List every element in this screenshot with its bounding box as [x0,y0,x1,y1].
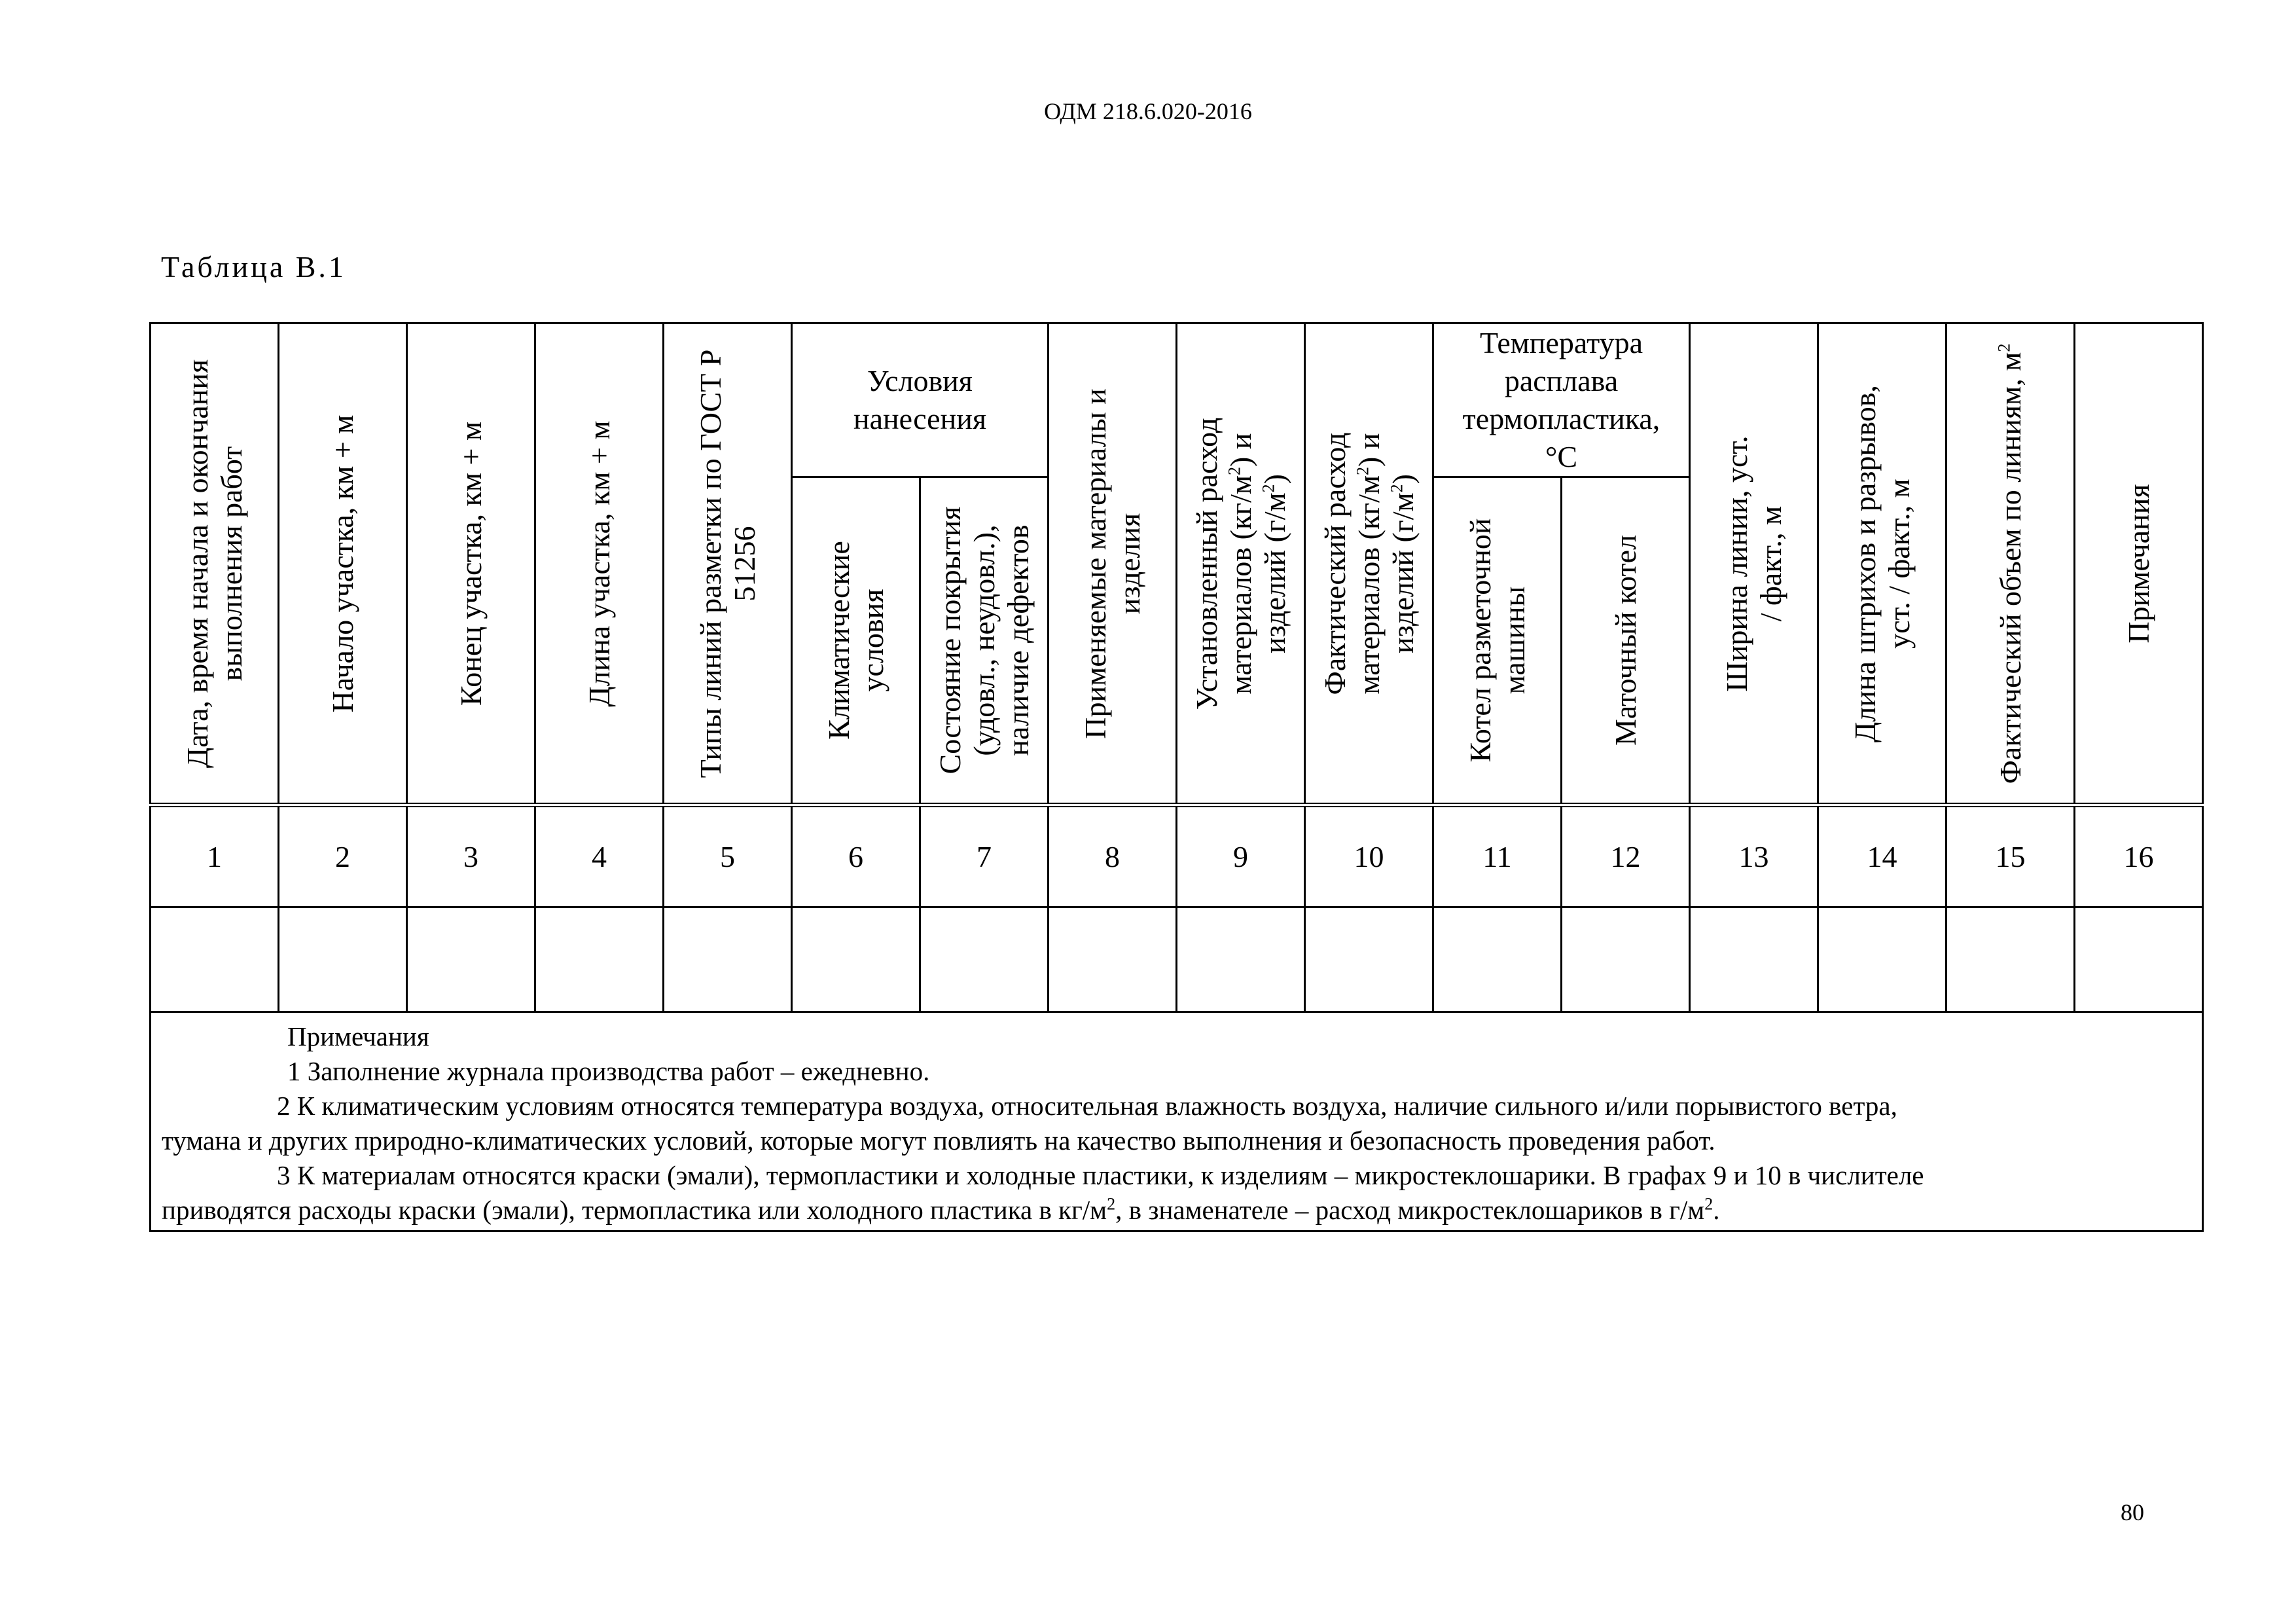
group-label-conditions: Условия нанесения [853,364,986,435]
column-number-10: 10 [1305,805,1433,907]
header-cell-1 [151,323,279,805]
column-label-8: Применяемые материалы и изделия [1078,388,1146,739]
data-cell [1562,907,1690,1012]
column-label-7: Состояние покрытия (удовл., неудовл.), наличие дефектов [933,506,1035,775]
data-cell [535,907,664,1012]
data-cell [920,907,1049,1012]
column-number-3: 3 [407,805,535,907]
column-number-6: 6 [792,805,920,907]
column-label-11: Котел разметочной машины [1463,518,1531,763]
column-number-1: 1 [151,805,279,907]
data-cell [664,907,792,1012]
column-label-13: Ширина линии, уст. / факт., м [1719,435,1787,692]
group-header-conditions [792,323,1049,477]
column-number-row [151,805,2203,907]
document-code-header: ОДМ 218.6.020-2016 [1044,98,1252,124]
column-number-16: 16 [2075,805,2203,907]
page-number: 80 [2121,1499,2144,1525]
group-header-temperature [1433,323,1690,477]
header-cell-10 [1305,323,1433,805]
header-cell-16 [2075,323,2203,805]
column-label-15: Фактический объем по линиям, $м^2$ [1993,343,2027,784]
header-cell-14 [1818,323,1946,805]
column-label-9: Установленный расход материалов $(кг/м^2)$ и изделий $(г/м^2)$ [1189,417,1291,710]
header-cell-6 [792,477,920,805]
column-number-12: 12 [1562,805,1690,907]
data-cell [1690,907,1818,1012]
data-cell [1049,907,1177,1012]
column-label-10: Фактический расход материалов $(кг/м^2)$ и изделий $(г/м^2)$ [1318,432,1420,695]
notes-title: Примечания [287,1021,429,1051]
header-cell-13 [1690,323,1818,805]
note-2: 2 К климатическим условиям относятся температура воздуха, относительная влажность воздуха, наличие сильного и/или порывистого ветра, тумана и других природно-климатических условий, которые могут повлиять на качество выполнения и безопасность проведения работ. [162,1091,1897,1156]
header-cell-11 [1433,477,1562,805]
header-cell-5 [664,323,792,805]
data-cell [1305,907,1433,1012]
data-cell [279,907,407,1012]
table-caption: Таблица В.1 [161,250,346,283]
column-number-4: 4 [535,805,664,907]
header-cell-8 [1049,323,1177,805]
column-number-13: 13 [1690,805,1818,907]
column-label-1: Дата, время начала и окончания выполнения работ [180,359,248,768]
column-number-2: 2 [279,805,407,907]
group-label-temperature: Температура расплава термопластика, °С [1462,326,1660,473]
column-number-11: 11 [1433,805,1562,907]
column-number-5: 5 [664,805,792,907]
header-cell-7 [920,477,1049,805]
note-1: 1 Заполнение журнала производства работ – ежедневно. [287,1056,930,1086]
column-label-3: Конец участка, км + м [454,421,488,706]
header-cell-3 [407,323,535,805]
header-cell-9 [1177,323,1305,805]
note-3: 3 К материалам относятся краски (эмали), термопластики и холодные пластики, к изделиям – микростеклошарики. В графах 9 и 10 в числителе приводятся расходы краски (эмали), термопластика или холодного пластика в $кг/м^2$, в знаменателе – расход микростеклошариков в $г/м^2$. [162,1160,1924,1225]
column-number-15: 15 [1946,805,2075,907]
data-cell [1818,907,1946,1012]
column-label-4: Длина участка, км + м [582,420,616,707]
data-cell [151,907,279,1012]
column-label-2: Начало участка, км + м [325,414,359,712]
header-cell-2 [279,323,407,805]
column-label-12: Маточный котел [1608,534,1642,746]
column-label-14: Длина штрихов и разрывов, уст. / факт., м [1848,384,1916,742]
data-cell [1946,907,2075,1012]
column-number-8: 8 [1049,805,1177,907]
header-cell-15 [1946,323,2075,805]
data-cell [407,907,535,1012]
data-cell [1177,907,1305,1012]
column-number-9: 9 [1177,805,1305,907]
empty-data-row [151,907,2203,1012]
notes-cell [151,1012,2203,1231]
column-label-16: Примечания [2121,483,2155,644]
column-number-14: 14 [1818,805,1946,907]
notes-row [151,1012,2203,1231]
data-cell [2075,907,2203,1012]
column-label-5: Типы линий разметки по ГОСТ Р 51256 [693,349,761,778]
data-cell [792,907,920,1012]
header-cell-4 [535,323,664,805]
column-label-6: Климатические условия [821,541,889,740]
header-cell-12 [1562,477,1690,805]
data-cell [1433,907,1562,1012]
work-log-table [149,322,2204,1232]
header-row-top [151,323,2203,477]
notes-block [151,1013,2202,1230]
column-number-7: 7 [920,805,1049,907]
